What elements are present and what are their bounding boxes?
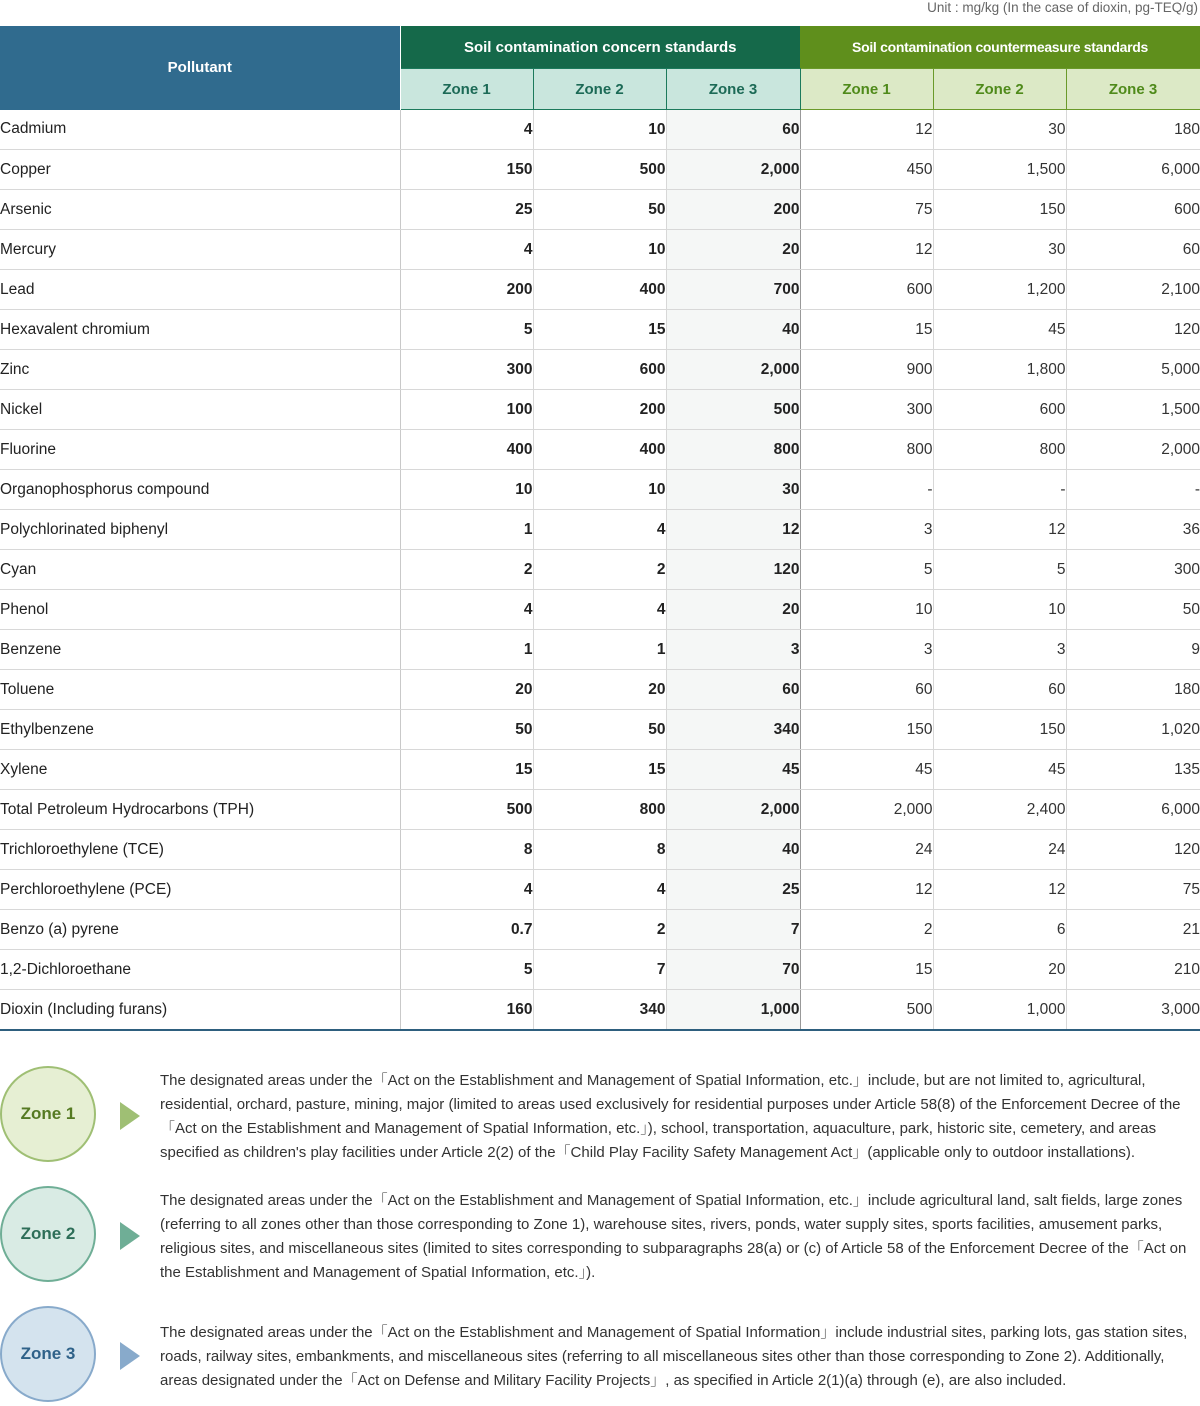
pollutant-name: Perchloroethylene (PCE) [0, 870, 400, 910]
zone-3-description: The designated areas under the「Act on the Establishment and Management of Spatial Information」include industrial sites, parking lots, gas station sites, roads, railway sites, embankments, and miscellaneous sites (referring to all miscellaneous sites other than those corresponding to Zone 2). Additionally, areas designated under the「Act on Defense and Military Facility Projects」, as specified in Article 2(1)(a) through (e), are also included. [160, 1324, 1188, 1389]
countermeasure-zone-2-value: 20 [933, 950, 1066, 990]
countermeasure-zone-3-value: 9 [1066, 630, 1200, 670]
countermeasure-zone-3-value: 300 [1066, 550, 1200, 590]
chevron-right-icon [120, 1222, 140, 1250]
countermeasure-zone-1-value: 900 [800, 350, 933, 390]
concern-zone-2-value: 4 [533, 590, 666, 630]
countermeasure-zone-2-value: 150 [933, 190, 1066, 230]
countermeasure-zone-3-value: 1,020 [1066, 710, 1200, 750]
concern-zone-3-value: 2,000 [666, 150, 800, 190]
pollutant-name: Mercury [0, 230, 400, 270]
countermeasure-zone-2-value: 12 [933, 870, 1066, 910]
concern-zone-1-value: 0.7 [400, 910, 533, 950]
countermeasure-zone-2-value: 1,000 [933, 990, 1066, 1031]
concern-zone-2-value: 15 [533, 310, 666, 350]
concern-zone-3-value: 340 [666, 710, 800, 750]
concern-zone-2-value: 10 [533, 110, 666, 150]
header-concern-zone-2: Zone 2 [533, 69, 666, 110]
table-row [0, 870, 1200, 910]
header-concern-zone-3: Zone 3 [666, 69, 800, 110]
concern-zone-1-value: 8 [400, 830, 533, 870]
concern-zone-3-value: 30 [666, 470, 800, 510]
table-row [0, 990, 1200, 1031]
countermeasure-zone-3-value: 50 [1066, 590, 1200, 630]
pollutant-name: Benzene [0, 630, 400, 670]
concern-zone-2-value: 4 [533, 510, 666, 550]
countermeasure-zone-1-value: 15 [800, 310, 933, 350]
table-row [0, 950, 1200, 990]
concern-zone-3-value: 2,000 [666, 790, 800, 830]
table-row [0, 910, 1200, 950]
chevron-right-icon [120, 1342, 140, 1370]
countermeasure-zone-1-value: 2 [800, 910, 933, 950]
concern-zone-3-value: 120 [666, 550, 800, 590]
table-row [0, 470, 1200, 510]
table-row [0, 430, 1200, 470]
pollutant-name: 1,2-Dichloroethane [0, 950, 400, 990]
concern-zone-2-value: 500 [533, 150, 666, 190]
countermeasure-zone-2-value: 150 [933, 710, 1066, 750]
table-row [0, 270, 1200, 310]
countermeasure-zone-2-value: 2,400 [933, 790, 1066, 830]
countermeasure-zone-2-value: 800 [933, 430, 1066, 470]
pollutant-name: Toluene [0, 670, 400, 710]
concern-zone-2-value: 4 [533, 870, 666, 910]
countermeasure-zone-2-value: 1,200 [933, 270, 1066, 310]
concern-zone-3-value: 12 [666, 510, 800, 550]
concern-zone-1-value: 300 [400, 350, 533, 390]
table-row [0, 590, 1200, 630]
concern-zone-3-value: 60 [666, 110, 800, 150]
pollutant-name: Hexavalent chromium [0, 310, 400, 350]
concern-zone-3-value: 20 [666, 230, 800, 270]
countermeasure-zone-1-value: 15 [800, 950, 933, 990]
countermeasure-zone-3-value: 1,500 [1066, 390, 1200, 430]
countermeasure-zone-2-value: 60 [933, 670, 1066, 710]
concern-zone-2-value: 800 [533, 790, 666, 830]
concern-zone-1-value: 200 [400, 270, 533, 310]
concern-zone-1-value: 5 [400, 950, 533, 990]
concern-zone-1-value: 50 [400, 710, 533, 750]
countermeasure-zone-3-value: 600 [1066, 190, 1200, 230]
countermeasure-zone-3-value: 135 [1066, 750, 1200, 790]
table-row [0, 750, 1200, 790]
concern-zone-2-value: 50 [533, 190, 666, 230]
table-row [0, 710, 1200, 750]
countermeasure-zone-3-value: 75 [1066, 870, 1200, 910]
countermeasure-zone-1-value: 75 [800, 190, 933, 230]
countermeasure-zone-3-value: 120 [1066, 310, 1200, 350]
countermeasure-zone-2-value: 1,800 [933, 350, 1066, 390]
header-pollutant: Pollutant [0, 26, 400, 110]
concern-zone-2-value: 7 [533, 950, 666, 990]
countermeasure-zone-1-value: 2,000 [800, 790, 933, 830]
countermeasure-zone-3-value: 3,000 [1066, 990, 1200, 1031]
concern-zone-3-value: 40 [666, 310, 800, 350]
concern-zone-1-value: 2 [400, 550, 533, 590]
concern-zone-1-value: 1 [400, 510, 533, 550]
pollutant-name: Polychlorinated biphenyl [0, 510, 400, 550]
countermeasure-zone-1-value: 12 [800, 230, 933, 270]
concern-zone-1-value: 1 [400, 630, 533, 670]
countermeasure-zone-3-value: 2,100 [1066, 270, 1200, 310]
concern-zone-1-value: 150 [400, 150, 533, 190]
countermeasure-zone-3-value: 21 [1066, 910, 1200, 950]
concern-zone-1-value: 25 [400, 190, 533, 230]
countermeasure-zone-3-value: 210 [1066, 950, 1200, 990]
concern-zone-1-value: 400 [400, 430, 533, 470]
countermeasure-zone-1-value: 60 [800, 670, 933, 710]
pollutant-name: Nickel [0, 390, 400, 430]
countermeasure-zone-3-value: 36 [1066, 510, 1200, 550]
soil-standards-table [0, 26, 1200, 1031]
concern-zone-3-value: 3 [666, 630, 800, 670]
pollutant-name: Ethylbenzene [0, 710, 400, 750]
zone-3-badge: Zone 3 [0, 1306, 96, 1402]
countermeasure-zone-2-value: 10 [933, 590, 1066, 630]
countermeasure-zone-3-value: 180 [1066, 670, 1200, 710]
pollutant-name: Lead [0, 270, 400, 310]
countermeasure-zone-1-value: - [800, 470, 933, 510]
concern-zone-1-value: 160 [400, 990, 533, 1031]
countermeasure-zone-2-value: 45 [933, 310, 1066, 350]
table-row [0, 670, 1200, 710]
concern-zone-3-value: 40 [666, 830, 800, 870]
countermeasure-zone-1-value: 600 [800, 270, 933, 310]
concern-zone-2-value: 400 [533, 430, 666, 470]
countermeasure-zone-2-value: 6 [933, 910, 1066, 950]
table-row [0, 830, 1200, 870]
countermeasure-zone-1-value: 3 [800, 630, 933, 670]
header-concern-zone-1: Zone 1 [400, 69, 533, 110]
countermeasure-zone-1-value: 12 [800, 870, 933, 910]
countermeasure-zone-2-value: 30 [933, 230, 1066, 270]
concern-zone-3-value: 60 [666, 670, 800, 710]
concern-zone-3-value: 7 [666, 910, 800, 950]
countermeasure-zone-3-value: 180 [1066, 110, 1200, 150]
table-row [0, 150, 1200, 190]
concern-zone-1-value: 10 [400, 470, 533, 510]
concern-zone-2-value: 10 [533, 230, 666, 270]
concern-zone-2-value: 340 [533, 990, 666, 1031]
zone-1-badge: Zone 1 [0, 1066, 96, 1162]
concern-zone-3-value: 20 [666, 590, 800, 630]
countermeasure-zone-3-value: 5,000 [1066, 350, 1200, 390]
header-counter-zone-1: Zone 1 [800, 69, 933, 110]
concern-zone-3-value: 70 [666, 950, 800, 990]
concern-zone-3-value: 800 [666, 430, 800, 470]
table-row [0, 510, 1200, 550]
header-counter-zone-3: Zone 3 [1066, 69, 1200, 110]
concern-zone-3-value: 200 [666, 190, 800, 230]
concern-zone-3-value: 1,000 [666, 990, 800, 1031]
header-counter-zone-2: Zone 2 [933, 69, 1066, 110]
countermeasure-zone-2-value: 5 [933, 550, 1066, 590]
countermeasure-zone-1-value: 800 [800, 430, 933, 470]
concern-zone-2-value: 200 [533, 390, 666, 430]
pollutant-name: Fluorine [0, 430, 400, 470]
countermeasure-zone-3-value: - [1066, 470, 1200, 510]
countermeasure-zone-1-value: 24 [800, 830, 933, 870]
concern-zone-1-value: 500 [400, 790, 533, 830]
table-row [0, 790, 1200, 830]
pollutant-name: Zinc [0, 350, 400, 390]
countermeasure-zone-1-value: 450 [800, 150, 933, 190]
pollutant-name: Dioxin (Including furans) [0, 990, 400, 1031]
pollutant-name: Phenol [0, 590, 400, 630]
countermeasure-zone-3-value: 2,000 [1066, 430, 1200, 470]
pollutant-name: Xylene [0, 750, 400, 790]
concern-zone-3-value: 500 [666, 390, 800, 430]
table-row [0, 630, 1200, 670]
countermeasure-zone-2-value: 12 [933, 510, 1066, 550]
countermeasure-zone-2-value: 1,500 [933, 150, 1066, 190]
countermeasure-zone-1-value: 3 [800, 510, 933, 550]
concern-zone-1-value: 4 [400, 870, 533, 910]
chevron-right-icon [120, 1102, 140, 1130]
countermeasure-zone-1-value: 45 [800, 750, 933, 790]
countermeasure-zone-2-value: 45 [933, 750, 1066, 790]
pollutant-name: Total Petroleum Hydrocarbons (TPH) [0, 790, 400, 830]
concern-zone-1-value: 15 [400, 750, 533, 790]
countermeasure-zone-1-value: 12 [800, 110, 933, 150]
countermeasure-zone-3-value: 60 [1066, 230, 1200, 270]
zone-2-badge: Zone 2 [0, 1186, 96, 1282]
pollutant-name: Cyan [0, 550, 400, 590]
concern-zone-1-value: 4 [400, 110, 533, 150]
concern-zone-1-value: 100 [400, 390, 533, 430]
countermeasure-zone-3-value: 6,000 [1066, 790, 1200, 830]
concern-zone-2-value: 2 [533, 910, 666, 950]
concern-zone-2-value: 600 [533, 350, 666, 390]
unit-note: Unit : mg/kg (In the case of dioxin, pg-TEQ/g) [927, 0, 1198, 15]
countermeasure-zone-1-value: 10 [800, 590, 933, 630]
header-countermeasure-standards: Soil contamination countermeasure standards [800, 26, 1200, 69]
table-row [0, 230, 1200, 270]
pollutant-name: Cadmium [0, 110, 400, 150]
countermeasure-zone-1-value: 500 [800, 990, 933, 1031]
zone-1-description: The designated areas under the「Act on the Establishment and Management of Spatial Information, etc.」include, but are not limited to, agricultural, residential, orchard, pasture, mining, major (limited to areas used exclusively for residential purposes under Article 58(8) of the Enforcement Decree of the「Act on the Establishment and Management of Spatial Information, etc.」), school, transportation, aquaculture, park, historic site, cemetery, and areas specified as children's play facilities under Article 2(2) of the「Child Play Facility Safety Management Act」(applicable only to outdoor installations). [160, 1072, 1181, 1161]
table-row [0, 110, 1200, 150]
concern-zone-3-value: 25 [666, 870, 800, 910]
concern-zone-2-value: 1 [533, 630, 666, 670]
pollutant-name: Arsenic [0, 190, 400, 230]
countermeasure-zone-2-value: 600 [933, 390, 1066, 430]
countermeasure-zone-1-value: 300 [800, 390, 933, 430]
countermeasure-zone-2-value: 3 [933, 630, 1066, 670]
table-row [0, 310, 1200, 350]
concern-zone-2-value: 50 [533, 710, 666, 750]
concern-zone-1-value: 4 [400, 230, 533, 270]
zone-2-description: The designated areas under the「Act on the Establishment and Management of Spatial Information, etc.」include agricultural land, salt fields, large zones (referring to all zones other than those corresponding to Zone 1), warehouse sites, rivers, ponds, water supply sites, sports facilities, amusement parks, religious sites, and miscellaneous sites (limited to sites corresponding to subparagraphs 28(a) or (c) of Article 58 of the Enforcement Decree of the「Act on the Establishment and Management of Spatial Information, etc.」). [160, 1192, 1187, 1281]
countermeasure-zone-3-value: 6,000 [1066, 150, 1200, 190]
concern-zone-2-value: 2 [533, 550, 666, 590]
concern-zone-3-value: 2,000 [666, 350, 800, 390]
header-concern-standards: Soil contamination concern standards [400, 26, 800, 69]
concern-zone-2-value: 8 [533, 830, 666, 870]
table-row [0, 350, 1200, 390]
concern-zone-2-value: 20 [533, 670, 666, 710]
pollutant-name: Copper [0, 150, 400, 190]
countermeasure-zone-3-value: 120 [1066, 830, 1200, 870]
concern-zone-2-value: 400 [533, 270, 666, 310]
concern-zone-2-value: 15 [533, 750, 666, 790]
pollutant-name: Organophosphorus compound [0, 470, 400, 510]
pollutant-name: Benzo (a) pyrene [0, 910, 400, 950]
concern-zone-3-value: 45 [666, 750, 800, 790]
concern-zone-3-value: 700 [666, 270, 800, 310]
countermeasure-zone-2-value: 24 [933, 830, 1066, 870]
table-row [0, 190, 1200, 230]
countermeasure-zone-2-value: - [933, 470, 1066, 510]
countermeasure-zone-1-value: 5 [800, 550, 933, 590]
countermeasure-zone-2-value: 30 [933, 110, 1066, 150]
concern-zone-1-value: 4 [400, 590, 533, 630]
concern-zone-1-value: 20 [400, 670, 533, 710]
countermeasure-zone-1-value: 150 [800, 710, 933, 750]
concern-zone-2-value: 10 [533, 470, 666, 510]
table-row [0, 550, 1200, 590]
concern-zone-1-value: 5 [400, 310, 533, 350]
table-row [0, 390, 1200, 430]
pollutant-name: Trichloroethylene (TCE) [0, 830, 400, 870]
